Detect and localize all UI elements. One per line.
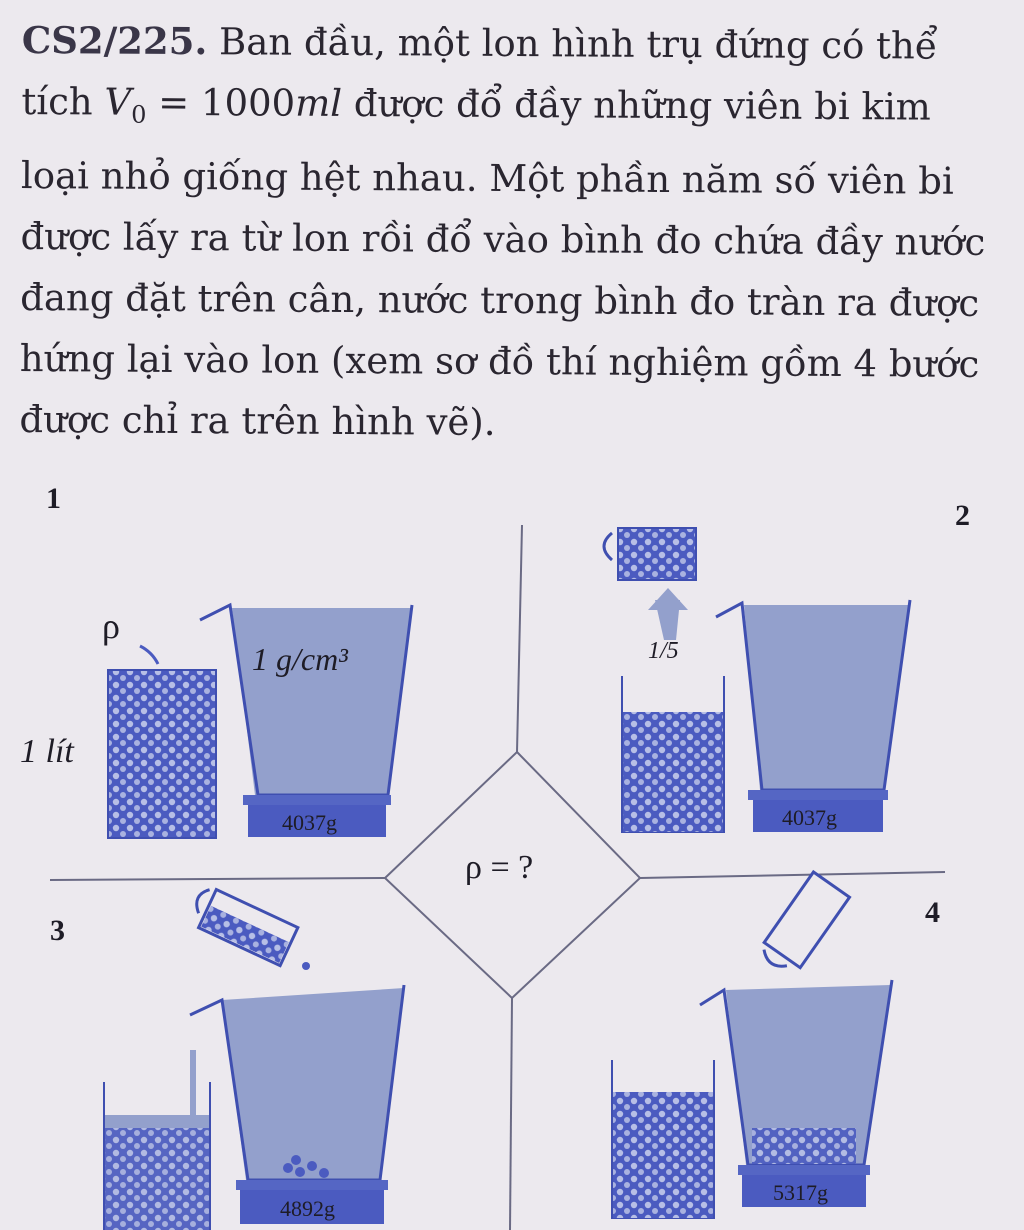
beaker-water-3 (222, 988, 404, 1180)
density-label: 1 g/cm³ (252, 641, 348, 677)
step-label-4: 4 (925, 896, 940, 929)
step-label-1: 1 (46, 482, 61, 515)
can-with-beads (108, 670, 216, 838)
problem-id: CS2/225. (21, 17, 208, 64)
experiment-figure (0, 460, 1024, 1230)
volume-subscript: 0 (131, 100, 147, 129)
center-label: ρ = ? (465, 849, 534, 886)
fraction-label: 1/5 (648, 638, 679, 664)
problem-text (19, 10, 1007, 456)
scale-reading-2: 4037g (782, 805, 837, 830)
volume-symbol: V (104, 80, 132, 124)
can-with-water-4 (613, 1092, 713, 1218)
can-with-beads-2 (623, 712, 723, 832)
volume-unit: ml (295, 81, 343, 125)
step-1-group (20, 605, 412, 838)
volume-value: 1000 (200, 81, 296, 125)
cup-with-beads-2 (618, 528, 696, 580)
step-label-3: 3 (50, 914, 65, 947)
beaker-water-2 (744, 605, 910, 790)
scale-reading-3: 4892g (280, 1196, 335, 1221)
problem-paragraph (19, 10, 1007, 456)
step-3-group (104, 884, 404, 1230)
scale-reading-4: 5317g (773, 1180, 828, 1205)
step-2-group (604, 528, 910, 832)
equals-sign: = (146, 80, 202, 125)
rho-label: ρ (102, 606, 120, 646)
step-4-group (612, 872, 892, 1218)
volume-label: 1 lít (20, 733, 74, 770)
problem-text-before: Ban đầu, một lon hình trụ đứng có thể tích (21, 20, 938, 124)
beaker-water (232, 608, 412, 795)
empty-cup-4 (764, 872, 849, 968)
problem-text-after: được đổ đầy những viên bi kim loại nhỏ giống hệt nhau. Một phần năm số viên bi được lấy ra từ lon rồi đổ vào bình đo chứa đầy nước đang đặt trên cân, nước trong bình đo tràn ra được hứng lại vào lon (xem sơ đồ thí nghiệm gồm 4 bước được chỉ ra trên hình vẽ). (19, 81, 986, 444)
scale-reading-1: 4037g (282, 810, 337, 835)
step-label-2: 2 (955, 499, 970, 532)
